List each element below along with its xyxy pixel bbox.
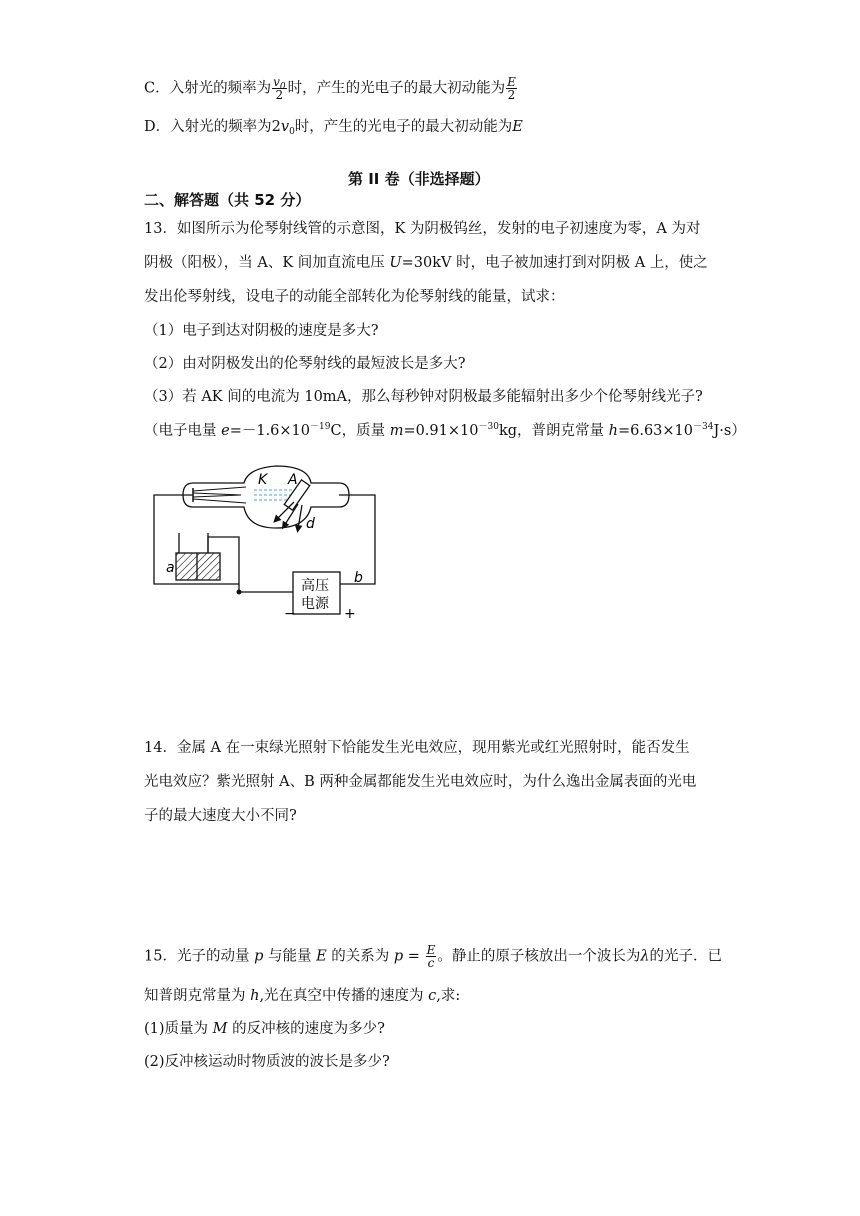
option-c-middle: 时，产生的光电子的最大初动能为 <box>287 80 506 97</box>
q13-line-1: 13．如图所示为伦琴射线管的示意图，K 为阴极钨丝，发射的电子初速度为零，A 为对 <box>144 221 701 237</box>
q15-line-2: 知普朗克常量为 h,光在真空中传播的速度为 c,求: <box>144 988 461 1004</box>
option-c <box>144 76 518 101</box>
minus-sign: − <box>284 606 296 618</box>
label-k: K <box>258 472 268 488</box>
q15-frac-e-over-c: $\frac{E}{c}$ <box>426 943 436 970</box>
heater-battery <box>176 553 220 580</box>
q13-sub-3: （3）若 AK 间的电流为 10mA，那么每秒钟对阴极最多能辐射出多少个伦琴射线光子? <box>144 389 703 405</box>
q13-sub-1: （1）电子到达对阴极的速度是多大? <box>144 323 379 339</box>
xray-tube-diagram <box>146 458 386 618</box>
label-b: b <box>354 570 363 586</box>
plus-sign: + <box>344 606 356 618</box>
label-d: d <box>306 516 315 532</box>
q15-line-1: 15．光子的动量 p 与能量 E 的关系为 p = $\frac{E}{c}$ 。静止的原子核放出一个波长为λ的光子．已 <box>144 943 723 970</box>
q13-constants: （电子电量 $e=-1.6\times 10^{-19}C$，质量 $m=0.91\times 10^{-30}kg$，普朗克常量 $h=6.63\times 10^{-34}J\cdot s$） <box>144 422 746 439</box>
option-d: D．入射光的频率为$2v_0$时，产生的光电子的最大初动能为E <box>144 119 523 137</box>
power-label-2: 电源 <box>301 596 329 612</box>
label-a-battery: a <box>166 560 175 576</box>
part-heading: 二、解答题（共 52 分） <box>144 191 311 209</box>
q13-sub-2: （2）由对阴极发出的伦琴射线的最短波长是多大? <box>144 356 466 372</box>
power-label-1: 高压 <box>301 578 329 594</box>
q14-line-3: 子的最大速度大小不同? <box>144 808 297 824</box>
cathode-filament <box>193 487 246 503</box>
option-c-frac-energy: $\frac{E}{2}$ <box>507 75 516 102</box>
q14-line-1: 14．金属 A 在一束绿光照射下恰能发生光电效应，现用紫光或红光照射时，能否发生 <box>144 740 690 756</box>
q13-line-2: 阴极（阳极），当 A、K 间加直流电压 U=30kV 时，电子被加速打到对阴极 A 上，使之 <box>144 255 708 271</box>
q15-sub-2: (2)反冲核运动时物质波的波长是多少? <box>144 1054 390 1070</box>
label-a-anode: A <box>288 472 298 488</box>
q13-line-3: 发出伦琴射线，设电子的动能全部转化为伦琴射线的能量，试求： <box>144 289 565 305</box>
q15-sub-1: (1)质量为 M 的反冲核的速度为多少? <box>144 1021 385 1037</box>
option-c-frac-frequency: $\frac{v_0}{2}$ <box>273 75 286 102</box>
option-c-prefix: C．入射光的频率为 <box>144 80 272 97</box>
section-title: 第 II 卷（非选择题） <box>348 170 490 188</box>
q14-line-2: 光电效应？紫光照射 A、B 两种金属都能发生光电效应时，为什么逸出金属表面的光电 <box>144 774 697 790</box>
